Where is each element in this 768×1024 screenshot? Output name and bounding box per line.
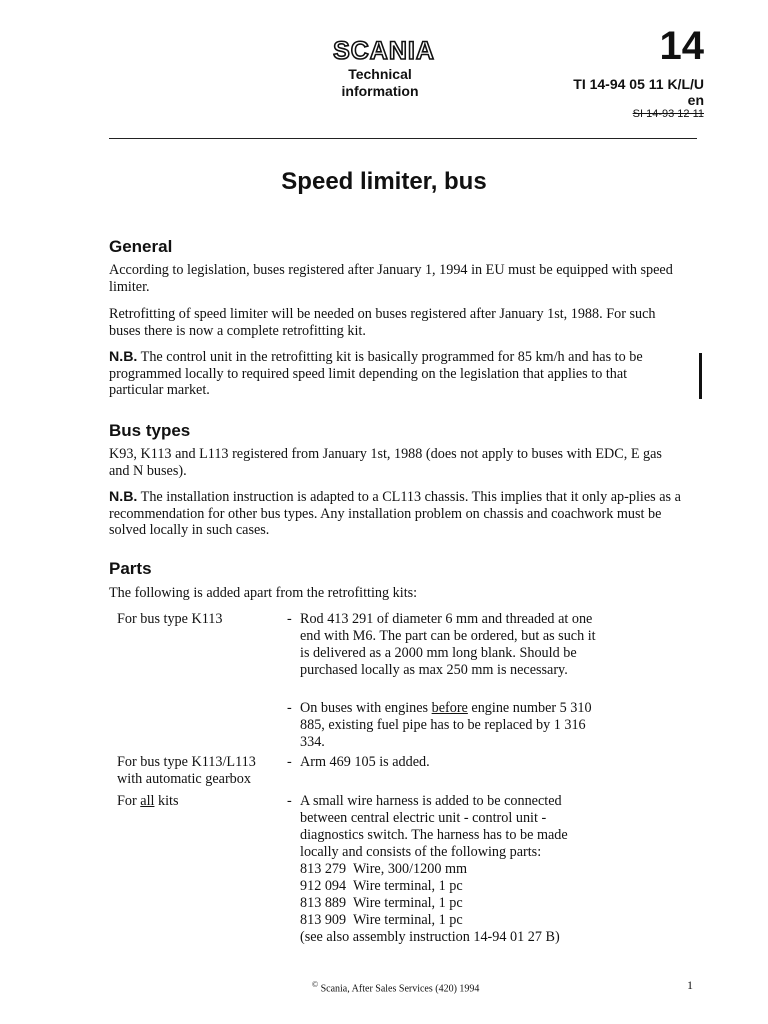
list-dash: -: [287, 611, 292, 627]
harness-part-1: 813 279 Wire, 300/1200 mm: [300, 861, 468, 877]
parts-row-1-label: For bus type K113: [117, 611, 223, 627]
harness-intro: A small wire harness is added to be connected between central electric unit - control unit - diagnostics switch. The harness has to be made locally and consists of the following parts:: [300, 793, 568, 860]
bus-types-nb-paragraph: [109, 489, 681, 539]
general-nb-paragraph: [109, 349, 681, 399]
language-code: en: [687, 92, 704, 108]
scania-logo: SCANIA: [333, 37, 435, 65]
nb-label: N.B.: [109, 349, 138, 365]
change-bar: [699, 353, 702, 399]
parts-row-1-item-1: Rod 413 291 of diameter 6 mm and threaded at one end with M6. The part can be ordered, but as such it is delivered as a 2000 mm long blank. Should be purchased locally as max 250 mm is necessary.: [300, 611, 596, 678]
underlined-text: before: [431, 700, 468, 716]
section-heading-parts: Parts: [109, 559, 152, 578]
general-paragraph-1: According to legislation, buses registered after January 1, 1994 in EU must be equipped with speed limiter.: [109, 262, 673, 295]
list-dash: -: [287, 700, 292, 716]
footer-text: Scania, After Sales Services (420) 1994: [318, 983, 480, 995]
parts-row-3-item: [300, 793, 600, 946]
section-heading-general: General: [109, 237, 173, 256]
nb-label: N.B.: [109, 489, 138, 505]
text-run: On buses with engines: [300, 700, 432, 716]
text-run: For: [117, 793, 141, 809]
tech-line-1: Technical: [348, 66, 412, 82]
header-divider: [109, 138, 697, 139]
parts-row-2-label: For bus type K113/L113 with automatic gearbox: [117, 754, 256, 787]
ti-code: TI 14-94 05 11 K/L/U: [573, 76, 704, 92]
assembly-instruction-reference: (see also assembly instruction 14-94 01 27 B): [300, 929, 560, 945]
underlined-text: all: [140, 793, 155, 809]
text-run: kits: [154, 793, 179, 809]
text-run: engine number 5 310 885, existing fuel pipe has to be replaced by 1 316 334.: [300, 700, 592, 750]
superseded-document: SI 14-93 12 11: [632, 108, 704, 120]
parts-row-1-item-2: [300, 700, 600, 751]
list-dash: -: [287, 793, 292, 809]
parts-intro: The following is added apart from the retrofitting kits:: [109, 585, 418, 601]
document-group-number: 14: [659, 24, 704, 68]
technical-information-label: [330, 66, 430, 100]
harness-part-3: 813 889 Wire terminal, 1 pc: [300, 895, 463, 911]
parts-row-3-label: [117, 793, 277, 810]
parts-row-2-item-1: Arm 469 105 is added.: [300, 754, 430, 770]
tech-line-2: information: [341, 83, 419, 99]
harness-part-4: 813 909 Wire terminal, 1 pc: [300, 912, 463, 928]
bus-types-paragraph-1: K93, K113 and L113 registered from January 1st, 1988 (does not apply to buses with EDC, E gas and N buses).: [109, 446, 662, 479]
nb-text: The control unit in the retrofitting kit is basically programmed for 85 km/h and has to be programmed locally to required speed limit depending on the legislation that applies to that particular market.: [109, 349, 643, 398]
footer-copyright: [312, 978, 479, 995]
list-dash: -: [287, 754, 292, 770]
harness-part-2: 912 094 Wire terminal, 1 pc: [300, 878, 463, 894]
nb-text: The installation instruction is adapted to a CL113 chassis. This implies that it only ap-plies as a recommendation for other bus types. Any installation problem on chassis and coachwork must be solved locally in such cases.: [109, 489, 681, 538]
section-heading-bus-types: Bus types: [109, 421, 191, 440]
general-paragraph-2: Retrofitting of speed limiter will be needed on buses registered after January 1st, 1988. For such buses there is now a complete retrofitting kit.: [109, 306, 656, 339]
page-title: Speed limiter, bus: [281, 168, 487, 195]
page-number: 1: [687, 978, 693, 992]
copyright-symbol: ©: [312, 980, 319, 989]
